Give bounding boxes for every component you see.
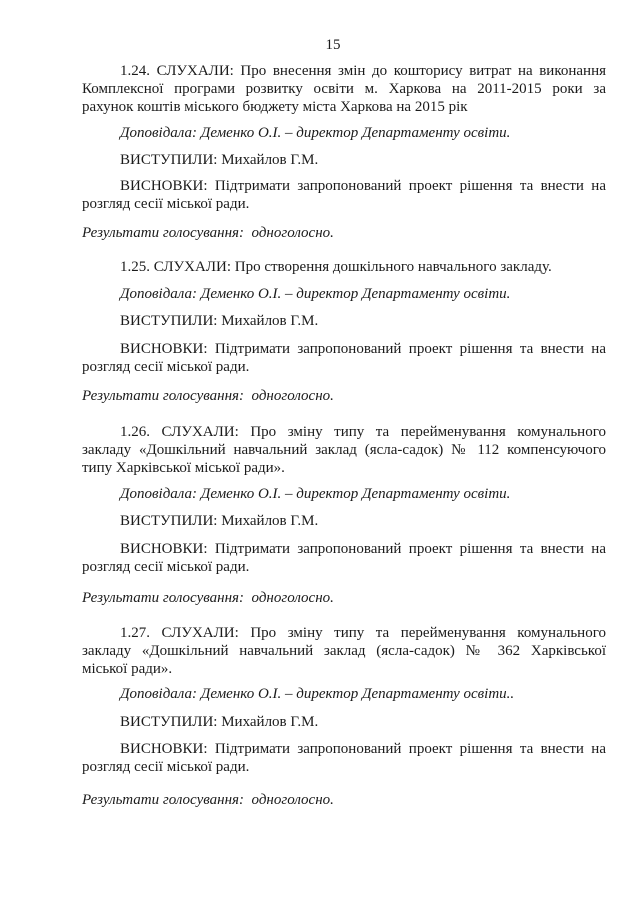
reporter-paragraph	[82, 485, 606, 503]
reporter-paragraph	[82, 285, 606, 303]
speakers-paragraph	[82, 312, 606, 330]
speakers-line: ВИСТУПИЛИ: Михайлов Г.М.	[120, 152, 319, 168]
reporter-paragraph	[82, 124, 606, 142]
heard-line: типу Харківської міської ради».	[82, 460, 285, 476]
heard-line: 1.25. СЛУХАЛИ: Про створення дошкільного навчального закладу.	[120, 259, 552, 275]
conclusions-line: ВИСНОВКИ: Підтримати запропонований проект рішення та внести на	[120, 741, 606, 757]
heard-paragraph	[82, 624, 606, 678]
reporter-line: Доповідала: Деменко О.І. – директор Департаменту освіти.	[120, 286, 511, 302]
speakers-line: ВИСТУПИЛИ: Михайлов Г.М.	[120, 714, 319, 730]
speakers-paragraph	[82, 512, 606, 530]
heard-line: рахунок коштів міського бюджету міста Харкова на 2015 рік	[82, 99, 468, 115]
reporter-paragraph	[82, 685, 606, 703]
page-number: 15	[325, 37, 341, 53]
conclusions-line: розгляд сесії міської ради.	[82, 559, 250, 575]
heard-paragraph	[82, 423, 606, 477]
vote-result-paragraph	[82, 589, 606, 607]
heard-line: Комплексної програми розвитку освіти м. Харкова на 2011-2015 роки за	[82, 81, 606, 97]
heard-line: закладу «Дошкільний навчальний заклад (ясла-садок) № 112 компенсуючого	[82, 442, 606, 458]
conclusions-line: ВИСНОВКИ: Підтримати запропонований проект рішення та внести на	[120, 178, 606, 194]
vote-result-line: Результати голосування: одноголосно.	[82, 225, 334, 241]
conclusions-line: розгляд сесії міської ради.	[82, 759, 250, 775]
vote-result-paragraph	[82, 224, 606, 242]
conclusions-paragraph	[82, 340, 606, 376]
heard-line: 1.24. СЛУХАЛИ: Про внесення змін до кошторису витрат на виконання	[120, 63, 606, 79]
vote-result-paragraph	[82, 387, 606, 405]
speakers-paragraph	[82, 151, 606, 169]
vote-result-paragraph	[82, 791, 606, 809]
vote-result-line: Результати голосування: одноголосно.	[82, 388, 334, 404]
conclusions-line: ВИСНОВКИ: Підтримати запропонований проект рішення та внести на	[120, 541, 606, 557]
conclusions-line: розгляд сесії міської ради.	[82, 196, 250, 212]
conclusions-paragraph	[82, 540, 606, 576]
speakers-line: ВИСТУПИЛИ: Михайлов Г.М.	[120, 313, 319, 329]
heard-line: 1.26. СЛУХАЛИ: Про зміну типу та перейменування комунального	[120, 424, 606, 440]
heard-paragraph	[82, 62, 606, 116]
conclusions-line: розгляд сесії міської ради.	[82, 359, 250, 375]
heard-line: закладу «Дошкільний навчальний заклад (ясла-садок) № 362 Харківської	[82, 643, 606, 659]
vote-result-line: Результати голосування: одноголосно.	[82, 792, 334, 808]
reporter-line: Доповідала: Деменко О.І. – директор Департаменту освіти.	[120, 125, 511, 141]
reporter-line: Доповідала: Деменко О.І. – директор Департаменту освіти.	[120, 486, 511, 502]
heard-line: міської ради».	[82, 661, 173, 677]
conclusions-paragraph	[82, 177, 606, 213]
reporter-line: Доповідала: Деменко О.І. – директор Департаменту освіти..	[120, 686, 515, 702]
heard-line: 1.27. СЛУХАЛИ: Про зміну типу та перейменування комунального	[120, 625, 606, 641]
heard-paragraph	[82, 258, 606, 276]
vote-result-line: Результати голосування: одноголосно.	[82, 590, 334, 606]
speakers-line: ВИСТУПИЛИ: Михайлов Г.М.	[120, 513, 319, 529]
speakers-paragraph	[82, 713, 606, 731]
conclusions-line: ВИСНОВКИ: Підтримати запропонований проект рішення та внести на	[120, 341, 606, 357]
conclusions-paragraph	[82, 740, 606, 776]
